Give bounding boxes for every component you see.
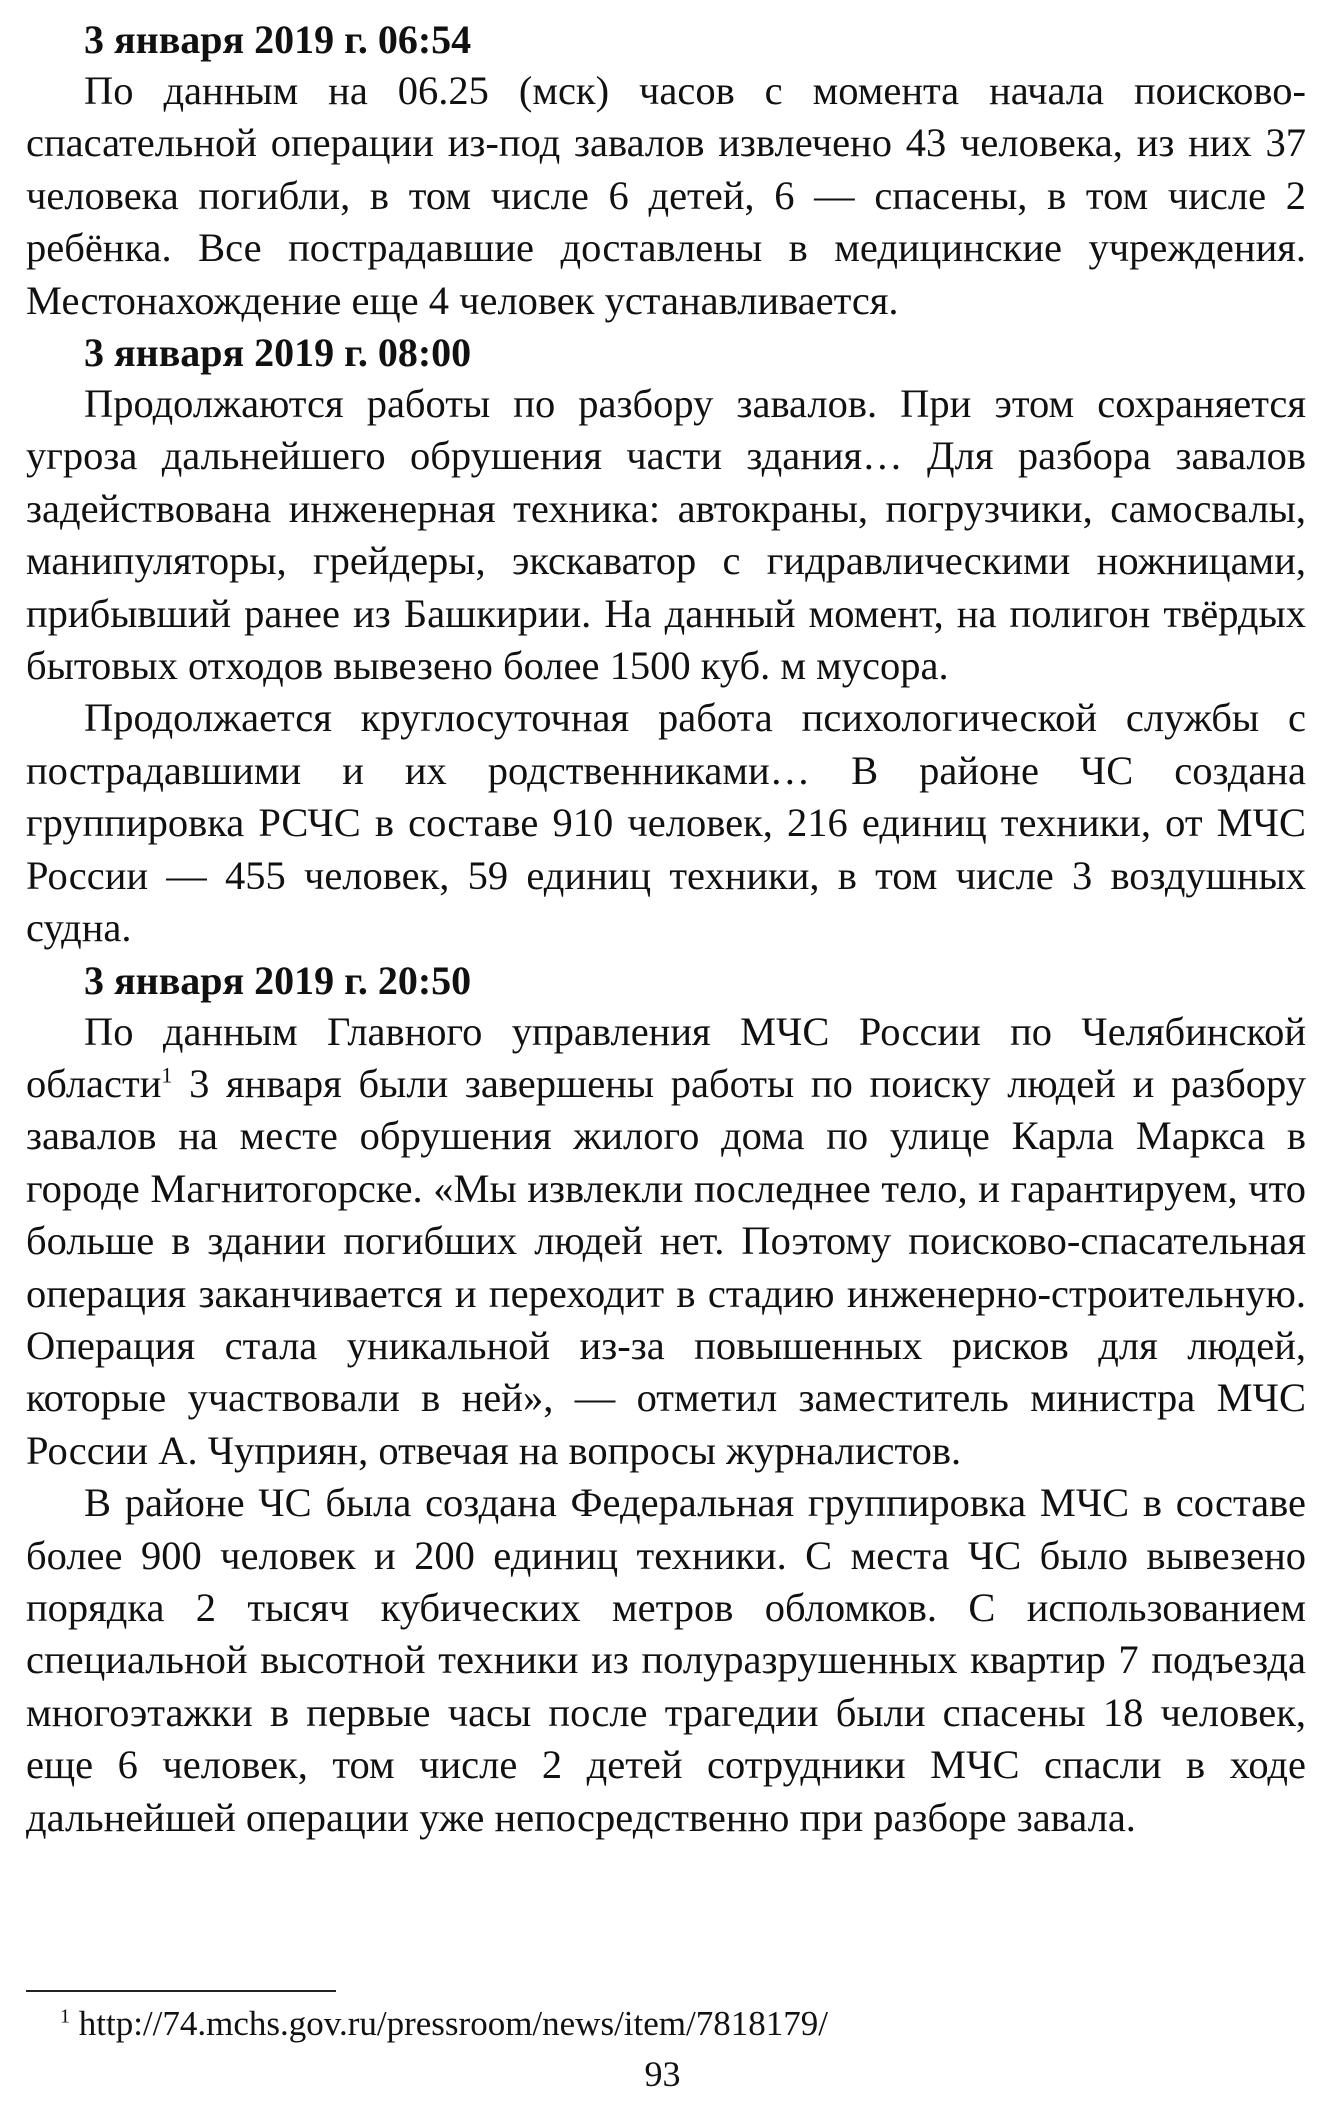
entry-0654 (26, 14, 1306, 327)
entry-heading: 3 января 2019 г. 20:50 (84, 957, 472, 1003)
entry-heading: 3 января 2019 г. 06:54 (84, 17, 472, 62)
entry-2050 (26, 955, 1306, 1845)
footnote-divider (26, 1990, 336, 1992)
paragraph-text: 3 января были завершены работы по поиску людей и разбору завалов на месте обрушения жилого дома по улице Карла Маркса в городе Магнитогорске. «Мы извлекли последнее тело, и гарантируем, что больше в здании погибших людей нет. Поэтому поисково-спасательная операция заканчивается и переходит в стадию инженерно-строительную. Операция стала уникальной из-за повышенных рисков для людей, которые участвовали в ней», — отметил заместитель министра МЧС России А. Чуприян, отвечая на вопросы журналистов. (26, 1060, 1306, 1473)
footnote-url: http://74.mchs.gov.ru/pressroom/news/item/7818179/ (70, 2004, 828, 2043)
paragraph: В районе ЧС была создана Федеральная группировка МЧС в составе более 900 человек и 200 единиц техники. С места ЧС было вывезено порядка 2 тысяч кубических метров обломков. С использованием специальной высотной техники из полуразрушенных квартир 7 подъезда многоэтажки в первые часы после трагедии были спасены 18 человек, еще 6 человек, том числе 2 детей сотрудники МЧС спасли в ходе дальнейшей операции уже непосредственно при разборе завала. (26, 1480, 1306, 1840)
paragraph: Продолжается круглосуточная работа психологической службы с пострадавшими и их родственниками… В районе ЧС создана группировка РСЧС в составе 910 человек, 216 единиц техники, от МЧС России — 455 человек, 59 единиц техники, в том числе 3 воздушных судна. (26, 695, 1306, 951)
paragraph-with-footnote (26, 1006, 1306, 1478)
paragraph-text: По данным Главного управления МЧС России по Челябинской области (26, 1008, 1306, 1106)
paragraph: Продолжаются работы по разбору завалов. При этом сохраняется угроза дальнейшего обрушения части здания… Для разбора завалов задействована инженерная техника: автокраны, погрузчики, самосвалы, манипуляторы, грейдеры, экскаватор с гидравлическими ножницами, прибывший ранее из Башкирии. На данный момент, на полигон твёрдых бытовых отходов вывезено более 1500 куб. м мусора. (26, 381, 1306, 689)
footnote (60, 2002, 828, 2046)
entry-0800 (26, 327, 1306, 954)
footnote-mark: 1 (60, 2005, 70, 2028)
entry-heading: 3 января 2019 г. 08:00 (84, 330, 472, 376)
page-body (26, 14, 1306, 1844)
page-number: 93 (644, 2054, 681, 2094)
footnote-reference: 1 (161, 1062, 173, 1088)
paragraph: По данным на 06.25 (мск) часов с момента начала поисково-спасательной операции из-под завалов извлечено 43 человека, из них 37 человека погибли, в том числе 6 детей, 6 — спасены, в том числе 2 ребёнка. Все пострадавшие доставлены в медицинские учреждения. Местонахождение еще 4 человек устанавливается. (26, 68, 1306, 323)
